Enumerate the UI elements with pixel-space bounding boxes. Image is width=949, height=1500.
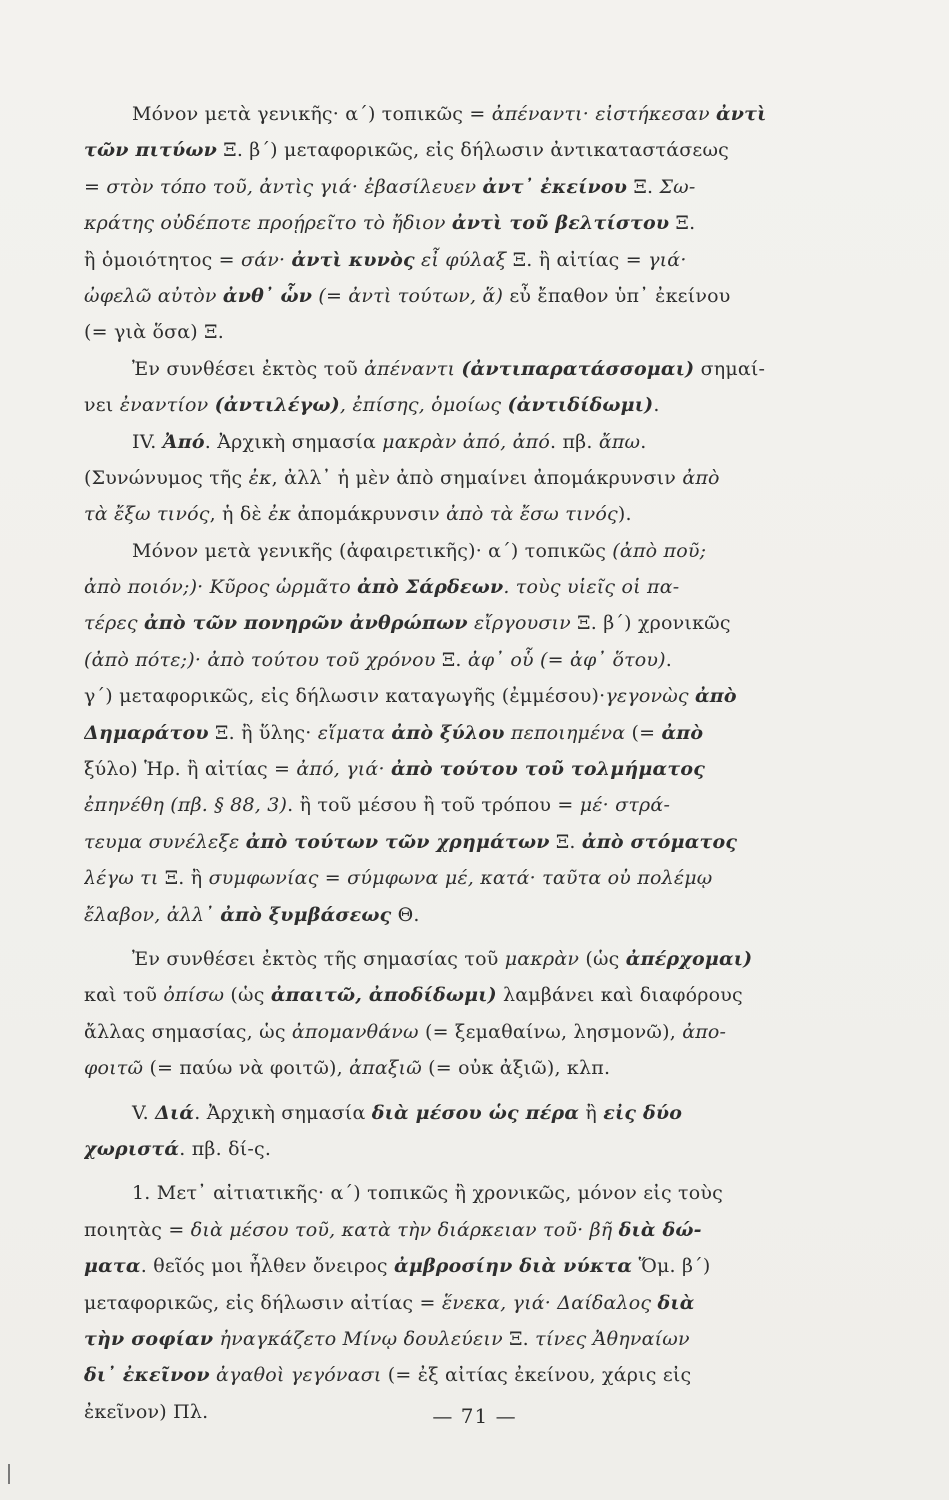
text-segment: (= οὐκ ἀξιῶ), κλπ. (421, 1057, 611, 1080)
text-line (84, 1175, 844, 1211)
text-segment: Ξ. (549, 830, 582, 853)
example-text: δι᾿ ἐκεῖνον (84, 1364, 210, 1387)
italic-text: ἀπο- (682, 1020, 727, 1043)
example-text: (ἀντιπαρατάσσομαι) (461, 357, 695, 380)
text-segment: IV. (132, 430, 163, 453)
text-segment: Ξ. β΄) χρονικῶς (577, 612, 731, 635)
text-line (84, 169, 844, 205)
example-text: (ἀντιδίδωμι) (507, 394, 654, 417)
text-line (84, 424, 844, 460)
text-segment: ἐκεῖνον) Πλ. (84, 1400, 209, 1423)
example-text: ἀπὸ (694, 685, 737, 708)
italic-text: γεγονὼς (605, 685, 695, 708)
text-segment: Ξ. ἢ αἰτίας (512, 248, 626, 271)
text-segment: (= ξεμαθαίνω, λησμονῶ), (418, 1020, 683, 1043)
italic-text: = στὸν τόπο τοῦ, ἀντὶς γιά· ἐβασίλευεν (84, 175, 483, 198)
text-segment: Μόνον μετὰ γενικῆς (ἀφαιρετικῆς)· α΄) τοπικῶς (132, 539, 613, 562)
italic-text: = ἕνεκα, γιά· Δαίδαλος (419, 1291, 658, 1314)
page-number: — 71 — (432, 1404, 517, 1428)
text-line (84, 496, 844, 532)
text-segment: , ἡ δὲ (209, 503, 269, 526)
text-segment: , ἀλλ᾿ ἡ μὲν ἀπὸ σημαίνει ἀπομάκρυνσιν (271, 466, 683, 489)
example-text: Διά (155, 1101, 195, 1124)
italic-text: ἐναντίον (119, 394, 215, 417)
text-line (84, 941, 844, 977)
scan-edge-mark (8, 1464, 10, 1484)
text-line (84, 897, 844, 933)
italic-text: = ἀπέναντι· εἰστήκεσαν (469, 103, 716, 125)
italic-text: εἶ φύλαξ (414, 248, 513, 271)
text-segment: Θ. (391, 903, 420, 926)
text-segment: καὶ τοῦ (84, 984, 164, 1007)
italic-text: ἔλαβον, ἀλλ᾿ (84, 903, 221, 926)
text-line (84, 715, 844, 751)
text-line (84, 824, 844, 860)
text-segment: . Ἀρχικὴ σημασία (194, 1101, 372, 1124)
italic-text: ὀπίσω (163, 984, 225, 1007)
example-text: ἀνθ᾿ ὧν (222, 284, 313, 307)
example-text: ἀντ᾿ ἐκείνου (482, 175, 628, 198)
text-line (84, 977, 844, 1013)
italic-text: τέρες (84, 612, 144, 635)
text-segment: . θεῖός μοι ἦλθεν ὄνειρος (140, 1255, 395, 1278)
text-line (84, 1357, 844, 1393)
example-text: ἀπαιτῶ, ἀποδίδωμι) (270, 984, 497, 1007)
text-segment: V. (132, 1101, 156, 1124)
text-segment: (= γιὰ ὅσα) Ξ. (84, 321, 224, 344)
text-segment: . ἢ τοῦ μέσου ἢ τοῦ τρόπου (287, 794, 558, 817)
text-segment: . (640, 430, 647, 453)
italic-text: ἀπὸ τὰ ἔσω τινός (446, 503, 618, 526)
italic-text: μακρὰν ἀπό, ἀπό (382, 430, 550, 453)
example-text: (ἀντιλέγω) (214, 394, 340, 417)
text-segment: Ξ. (441, 648, 468, 671)
text-segment: Ξ. (627, 175, 660, 198)
text-line (84, 642, 844, 678)
text-segment: 1. Μετ᾿ αἰτιατικῆς· α΄) τοπικῶς ἢ χρονικῶς, μόνον εἰς τοὺς (132, 1182, 723, 1205)
italic-text: ἀγαθοὶ γεγόνασι (209, 1364, 388, 1387)
italic-text: ἄπω (598, 430, 641, 453)
italic-text: ἠναγκάζετο Μίνῳ δουλεύειν (213, 1327, 510, 1350)
example-text: ἀπέρχομαι) (625, 947, 753, 970)
text-line (84, 205, 844, 241)
text-segment: εὖ ἔπαθον ὑπ᾿ ἐκείνου (509, 284, 731, 307)
italic-text: φοιτῶ (84, 1057, 144, 1080)
text-segment: (Συνώνυμος τῆς (84, 466, 249, 489)
text-line (84, 1095, 844, 1131)
example-text: τῶν πιτύων (84, 139, 218, 162)
text-line (84, 569, 844, 605)
example-text: Δημαράτου (84, 721, 209, 744)
text-line (84, 860, 844, 896)
text-line (84, 387, 844, 423)
text-line (84, 1321, 844, 1357)
example-text: ἀπὸ ξύλου (391, 721, 505, 744)
italic-text: (= ἀντὶ τούτων, ἅ) (312, 284, 510, 307)
italic-text: λέγω τι (84, 867, 165, 890)
text-segment: ποιητὰς (84, 1218, 169, 1241)
example-text: εἰς δύο (603, 1101, 683, 1124)
text-line (84, 1212, 844, 1248)
italic-text: = γιά· (625, 248, 687, 271)
example-text: χωριστά (84, 1137, 180, 1160)
text-segment: Ξ. β΄) μεταφορικῶς, εἰς δήλωσιν ἀντικαταστάσεως (217, 139, 730, 162)
example-text: τὴν σοφίαν (84, 1327, 214, 1350)
text-segment: ἢ (579, 1101, 604, 1124)
text-line (84, 1248, 844, 1284)
text-segment: . (653, 394, 660, 417)
text-segment: μεταφορικῶς, εἰς δήλωσιν αἰτίας (84, 1291, 420, 1314)
text-segment: (= ἐξ αἰτίας ἐκείνου, χάρις εἰς (387, 1364, 692, 1387)
example-text: ματα (84, 1255, 141, 1278)
text-line (84, 1285, 844, 1321)
italic-text: πεποιημένα (504, 721, 632, 744)
text-segment: γ΄) μεταφορικῶς, εἰς δήλωσιν καταγωγῆς (ἐμμέσου)· (84, 685, 606, 708)
text-segment: ἄλλας σημασίας, ὡς (84, 1020, 292, 1043)
italic-text: (ἀπὸ πότε;)· ἀπὸ τούτου τοῦ χρόνου (84, 648, 442, 671)
text-segment: Ξ. ἢ ὕλης· (208, 721, 318, 744)
text-line (84, 278, 844, 314)
italic-text: , ἐπίσης, ὁμοίως (339, 394, 508, 417)
text-segment: Μόνον μετὰ γενικῆς· α΄) τοπικῶς (132, 103, 470, 125)
text-segment: Ἐν συνθέσει ἐκτὸς τοῦ (132, 357, 365, 380)
paragraph-gap (84, 933, 844, 941)
italic-text: ἐπηνέθη (πβ. § 88, 3) (84, 794, 288, 817)
example-text: ἀπὸ ξυμβάσεως (220, 903, 392, 926)
example-text: ἀντὶ κυνὸς (291, 248, 415, 271)
text-segment: ). (617, 503, 632, 526)
italic-text: ἀπὸ (682, 466, 720, 489)
italic-text: τίνες Ἀθηναίων (535, 1327, 690, 1350)
text-line (84, 1050, 844, 1086)
text-line (84, 351, 844, 387)
italic-text: ἀπέναντι (364, 357, 462, 380)
text-segment: (ὡς (224, 984, 271, 1007)
italic-text: κράτης οὐδέποτε προῄρεῖτο τὸ ἤδιον (84, 212, 452, 235)
text-segment: ἀπομάκρυνσιν (291, 503, 447, 526)
paragraph-gap (84, 1087, 844, 1095)
text-line (84, 605, 844, 641)
example-text: ἀντὶ τοῦ βελτίστου (451, 212, 670, 235)
example-text: διὰ δώ- (618, 1218, 702, 1241)
italic-text: ἀπὸ ποιόν;)· Κῦρος ὡρμᾶτο (84, 576, 358, 599)
text-segment: νει (84, 394, 120, 417)
text-segment: σημαί- (694, 357, 766, 380)
italic-text: ἐκ (248, 466, 272, 489)
example-text: ἀντὶ (715, 103, 767, 125)
text-segment: . Ἀρχικὴ σημασία (204, 430, 383, 453)
example-text: ἀπὸ Σάρδεων (357, 576, 504, 599)
italic-text: εἵματα (317, 721, 392, 744)
italic-text: ἀπαξιῶ (349, 1057, 422, 1080)
text-segment: Ξ. ἢ (164, 867, 209, 890)
example-text: ἀπὸ τῶν πονηρῶν ἀνθρώπων (143, 612, 468, 635)
text-line (84, 787, 844, 823)
italic-text: ἀφ᾿ οὗ (= ἀφ᾿ ὅτου) (467, 648, 666, 671)
text-segment: (= (631, 721, 662, 744)
text-segment: Ἐν συνθέσει ἐκτὸς τῆς σημασίας τοῦ (132, 947, 505, 970)
text-line (84, 460, 844, 496)
text-segment: Ξ. (669, 212, 696, 235)
text-line (84, 751, 844, 787)
example-text: ἀπὸ τούτου τοῦ τολμήματος (390, 758, 705, 781)
text-line (84, 314, 844, 350)
italic-text: μακρὰν (504, 947, 580, 970)
text-segment: Ξ. (509, 1327, 536, 1350)
italic-text: = μέ· στρά- (557, 794, 671, 817)
text-line (84, 96, 844, 132)
italic-text: Σω- (659, 175, 696, 198)
example-text: διὰ μέσου ὡς πέρα (371, 1101, 580, 1124)
italic-text: τευμα συνέλεξε (84, 830, 246, 853)
italic-text: τὰ ἔξω τινός (84, 503, 210, 526)
example-text: ἀπὸ τούτων τῶν χρημάτων (245, 830, 550, 853)
italic-text: (ἀπὸ ποῦ; (612, 539, 707, 562)
text-line (84, 678, 844, 714)
example-text: ἀμβροσίην διὰ νύκτα (394, 1255, 633, 1278)
text-segment: λαμβάνει καὶ διαφόρους (496, 984, 743, 1007)
italic-text: = διὰ μέσου τοῦ, κατὰ τὴν διάρκειαν τοῦ· βῆ (168, 1218, 619, 1241)
example-text: ἀπὸ (661, 721, 704, 744)
text-line (84, 132, 844, 168)
text-segment: . πβ. δί-ς. (179, 1137, 272, 1160)
italic-text: εἴργουσιν (467, 612, 578, 635)
text-segment: (= παύω νὰ φοιτῶ), (143, 1057, 350, 1080)
text-segment: Ὅμ. β΄) (632, 1255, 711, 1278)
text-segment: . πβ. (550, 430, 599, 453)
example-text: Ἀπό (162, 430, 205, 453)
italic-text: = ἀπό, γιά· (274, 758, 391, 781)
text-segment: ξύλο) Ἡρ. ἢ αἰτίας (84, 758, 275, 781)
text-segment: . (665, 648, 673, 671)
italic-text: ἀπομανθάνω (291, 1020, 419, 1043)
italic-text: συμφωνίας = σύμφωνα μέ, κατά· ταῦτα οὐ πολέμῳ (208, 867, 713, 890)
italic-text: ὠφελῶ αὐτὸν (84, 284, 223, 307)
italic-text: . τοὺς υἱεῖς οἱ πα- (503, 576, 680, 599)
italic-text: = σάν· (218, 248, 292, 271)
text-line (84, 533, 844, 569)
body-text (84, 96, 844, 1430)
text-segment: (ὡς (579, 947, 626, 970)
example-text: διὰ (657, 1291, 695, 1314)
text-line (84, 1014, 844, 1050)
paragraph-gap (84, 1167, 844, 1175)
example-text: ἀπὸ στόματος (581, 830, 738, 853)
text-line (84, 1131, 844, 1167)
text-segment: ἢ ὁμοιότητος (84, 248, 219, 271)
text-line (84, 242, 844, 278)
italic-text: ἐκ (268, 503, 292, 526)
